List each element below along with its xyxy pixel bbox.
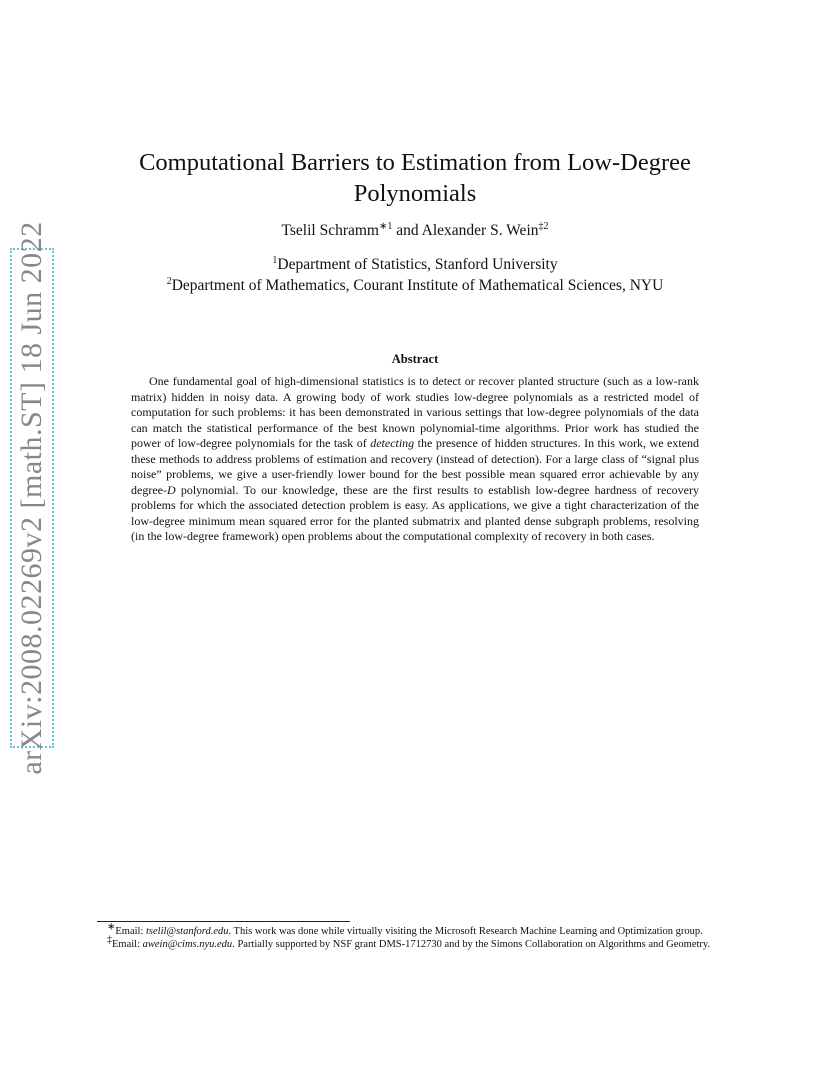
affiliation-text: Department of Statistics, Stanford University bbox=[277, 256, 558, 273]
author-line bbox=[120, 222, 710, 240]
footnote bbox=[97, 921, 731, 938]
abstract-emphasis: D bbox=[166, 482, 176, 497]
arxiv-identifier-stamp[interactable] bbox=[10, 221, 54, 775]
footnote-text: . Partially supported by NSF grant DMS-1712730 and by the Simons Collaboration on Algorithms and Geometry. bbox=[232, 939, 711, 950]
footnote-text: . This work was done while virtually visiting the Microsoft Research Machine Learning and Optimization group. bbox=[228, 926, 703, 937]
abstract-text: polynomial. To our knowledge, these are the first results to establish low-degree hardness of recovery problems for which the associated detection problem is easy. As applications, we give a tight characterization of the low-degree minimum mean squared error for the planted submatrix and planted dense subgraph problems, resolving (in the low-degree framework) open problems about the computational complexity of recovery in both cases. bbox=[131, 482, 699, 543]
arxiv-identifier[interactable]: arXiv:2008.02269v2 [math.ST] 18 Jun 2022 bbox=[15, 221, 48, 775]
affiliation-text: Department of Mathematics, Courant Institute of Mathematical Sciences, NYU bbox=[171, 277, 664, 294]
footnote-divider bbox=[97, 921, 350, 922]
paper-title: Computational Barriers to Estimation from Low-Degree Polynomials bbox=[139, 149, 691, 207]
footnotes bbox=[97, 921, 731, 951]
author-name: Alexander S. Wein bbox=[421, 222, 539, 239]
abstract-emphasis: detecting bbox=[370, 436, 415, 450]
footnote-mark: ‡ bbox=[107, 934, 112, 946]
author-conjunction: and bbox=[392, 222, 422, 239]
affiliation-mark: 2 bbox=[166, 275, 172, 287]
footnote-email[interactable]: tselil@stanford.edu bbox=[146, 926, 229, 937]
abstract-heading: Abstract bbox=[391, 352, 439, 366]
affiliation-line bbox=[100, 275, 730, 296]
abstract-text: One fundamental goal of high-dimensional statistics is to detect or recover planted structure (such as a low-rank matrix) hidden in noisy data. A growing body of work studies low-degree polynomials as a restricted model of computation for such problems: it has been demonstrated in various settings that low-degree polynomials of the data can match the statistical performance of the best known polynomial-time algorithms. Prior work has studied the power of low-degree polynomials for the task of bbox=[131, 374, 699, 450]
affiliation-line bbox=[100, 254, 730, 275]
author-affiliation-mark: ‡2 bbox=[538, 220, 549, 232]
footnote-email[interactable]: awein@cims.nyu.edu bbox=[142, 939, 233, 950]
abstract-text: the presence of hidden structures. In this work, we extend these methods to address problems of estimation and recovery (instead of detection). For a large class of “signal plus noise” problems, we give a user-friendly lower bound for the best possible mean squared error achievable by any degree- bbox=[131, 436, 700, 497]
author-name: Tselil Schramm bbox=[281, 222, 379, 239]
affiliation-mark: 1 bbox=[272, 254, 278, 266]
abstract-body bbox=[131, 374, 699, 545]
footnote bbox=[97, 934, 731, 951]
footnote-prefix: Email: bbox=[115, 926, 147, 937]
footnote-mark: ∗ bbox=[107, 921, 116, 933]
affiliations bbox=[100, 254, 730, 296]
footnote-prefix: Email: bbox=[112, 939, 143, 950]
author-affiliation-mark: ∗1 bbox=[378, 220, 393, 232]
